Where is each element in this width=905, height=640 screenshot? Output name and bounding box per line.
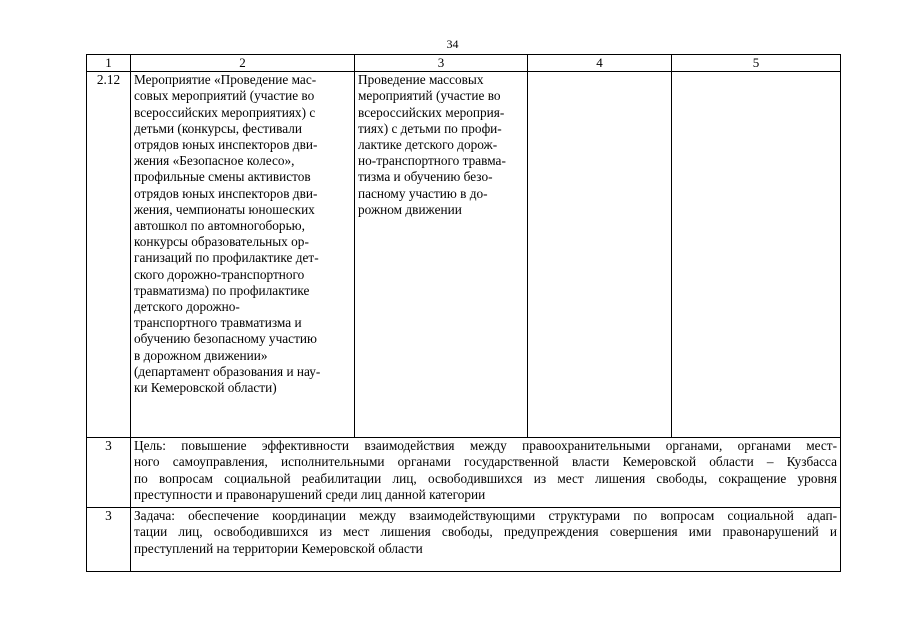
header-cell-3: 3: [355, 55, 528, 72]
goal-line: по вопросам социальной реабилитации лиц, освободившихся из мест лишения свободы, сокращение уровня: [134, 470, 837, 486]
column-5-cell: [672, 72, 841, 438]
col2-line: транспортного травматизма и: [134, 315, 302, 331]
col2-line: ганизаций по профилактике дет-: [134, 250, 319, 266]
column-4-cell: [528, 72, 672, 438]
col2-line: жения «Безопасное колесо»,: [134, 153, 295, 169]
col3-line: тизма и обучению безо-: [358, 169, 493, 185]
header-cell-2: 2: [131, 55, 355, 72]
col2-line: травматизма) по профилактике: [134, 282, 310, 298]
col2-line: в дорожном движении»: [134, 347, 268, 363]
goal-cell: [131, 438, 841, 508]
activity-description: [134, 72, 351, 396]
col2-line: Мероприятие «Проведение мас-: [134, 72, 317, 88]
task-cell: [131, 508, 841, 572]
table-row-2-12: [87, 72, 841, 438]
header-cell-1: 1: [87, 55, 131, 72]
table-row-goal: [87, 438, 841, 508]
page-number: 34: [446, 37, 459, 51]
col2-line: обучению безопасному участию: [134, 331, 317, 347]
header-cell-5: 5: [672, 55, 841, 72]
row-number: 3: [87, 508, 131, 572]
goal-line: преступности и правонарушений среди лиц данной категории: [134, 486, 486, 502]
col2-line: всероссийских мероприятиях) с: [134, 104, 316, 120]
col3-line: мероприятий (участие во: [358, 88, 501, 104]
header-cell-4: 4: [528, 55, 672, 72]
col2-line: отрядов юных инспекторов дви-: [134, 185, 318, 201]
table-row-task: [87, 508, 841, 572]
col2-line: детского дорожно-: [134, 299, 240, 315]
task-line: преступлений на территории Кемеровской области: [134, 540, 423, 556]
col2-line: ского дорожно-транспортного: [134, 266, 305, 282]
col3-line: рожном движении: [358, 201, 462, 217]
col2-line: жения, чемпионаты юношеских: [134, 201, 315, 217]
activity-description-cell: [131, 72, 355, 438]
col2-line: ки Кемеровской области): [134, 380, 277, 396]
col3-line: тиях) с детьми по профи-: [358, 120, 502, 136]
col2-line: профильные смены активистов: [134, 169, 311, 185]
col3-line: лактике детского дорож-: [358, 137, 498, 153]
program-table: [86, 54, 841, 572]
goal-line: Цель: повышение эффективности взаимодействия между правоохранительными органами, органами мест-: [134, 438, 837, 454]
goal-line: ного самоуправления, исполнительными органами государственной власти Кемеровской области – Кузбасса: [134, 454, 837, 470]
col2-line: конкурсы образовательных ор-: [134, 234, 309, 250]
task-line: тации лиц, освободившихся из мест лишения свободы, предупреждения совершения ими правонарушений и: [134, 524, 837, 540]
table-header-row: [87, 55, 841, 72]
row-number: 2.12: [87, 72, 131, 438]
activity-content-cell: [355, 72, 528, 438]
col3-line: всероссийских мероприя-: [358, 104, 505, 120]
col2-line: (департамент образования и нау-: [134, 363, 321, 379]
col2-line: детьми (конкурсы, фестивали: [134, 120, 302, 136]
activity-content: [358, 72, 524, 218]
col2-line: отрядов юных инспекторов дви-: [134, 137, 318, 153]
task-line: Задача: обеспечение координации между взаимодействующими структурами по вопросам социальной адап-: [134, 508, 837, 524]
task-text: [134, 508, 837, 557]
col3-line: пасному участию в до-: [358, 185, 488, 201]
col2-line: совых мероприятий (участие во: [134, 88, 315, 104]
col3-line: Проведение массовых: [358, 72, 484, 88]
goal-text: [134, 438, 837, 503]
row-number: 3: [87, 438, 131, 508]
col2-line: автошкол по автомногоборью,: [134, 218, 305, 234]
col3-line: но-транспортного травма-: [358, 153, 506, 169]
